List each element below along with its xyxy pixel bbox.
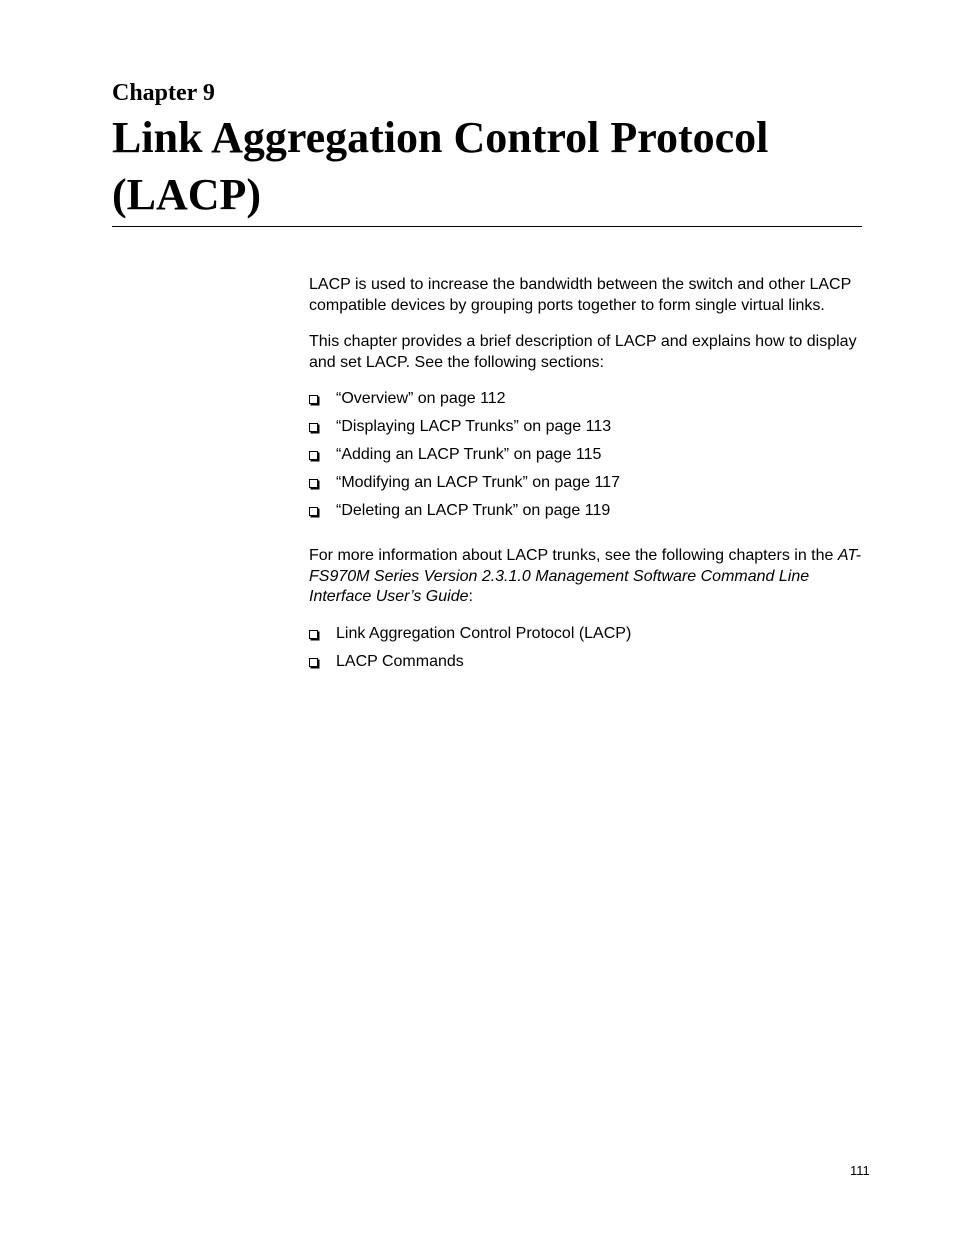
- cross-reference-link[interactable]: “Adding an LACP Trunk” on page 115: [336, 446, 602, 463]
- guide-chapter-name: LACP Commands: [336, 652, 464, 670]
- square-bullet-icon: [309, 507, 318, 516]
- square-bullet-icon: [309, 423, 318, 432]
- list-item[interactable]: [309, 501, 874, 529]
- square-bullet-icon: [309, 451, 318, 460]
- list-item[interactable]: [309, 445, 874, 473]
- more-info-colon: :: [468, 588, 473, 605]
- cross-reference-link[interactable]: “Deleting an LACP Trunk” on page 119: [336, 502, 611, 519]
- title-divider: [112, 226, 862, 227]
- square-bullet-icon: [309, 479, 318, 488]
- list-item[interactable]: [309, 389, 874, 417]
- guide-title: AT-FS970M Series Version 2.3.1.0 Management Software Command Line Interface User’s Guide: [309, 547, 861, 605]
- square-bullet-icon: [309, 395, 318, 404]
- more-info-text: For more information about LACP trunks, see the following chapters in the: [309, 547, 838, 564]
- more-info-paragraph: [309, 546, 874, 608]
- cross-reference-link[interactable]: “Displaying LACP Trunks” on page 113: [336, 418, 612, 435]
- guide-chapter-name: Link Aggregation Control Protocol (LACP): [336, 624, 632, 642]
- cross-reference-link[interactable]: “Modifying an LACP Trunk” on page 117: [336, 474, 621, 491]
- page-number: 111: [850, 1163, 870, 1178]
- intro-paragraph: LACP is used to increase the bandwidth between the switch and other LACP compatible devices by grouping ports together to form single virtual links.: [309, 276, 851, 314]
- chapter-body: [309, 275, 874, 697]
- square-bullet-icon: [309, 658, 318, 667]
- cross-reference-link[interactable]: “Overview” on page 112: [336, 390, 506, 407]
- list-item: [309, 624, 874, 652]
- guide-chapters-list: [309, 624, 874, 680]
- list-item[interactable]: [309, 417, 874, 445]
- list-item[interactable]: [309, 473, 874, 501]
- sections-list: [309, 389, 874, 529]
- square-bullet-icon: [309, 630, 318, 639]
- chapter-title: Link Aggregation Control Protocol (LACP): [112, 113, 769, 219]
- chapter-label: Chapter 9: [112, 80, 215, 106]
- list-item: [309, 652, 874, 680]
- sections-paragraph: This chapter provides a brief description of LACP and explains how to display and set LACP. See the following sections:: [309, 333, 857, 371]
